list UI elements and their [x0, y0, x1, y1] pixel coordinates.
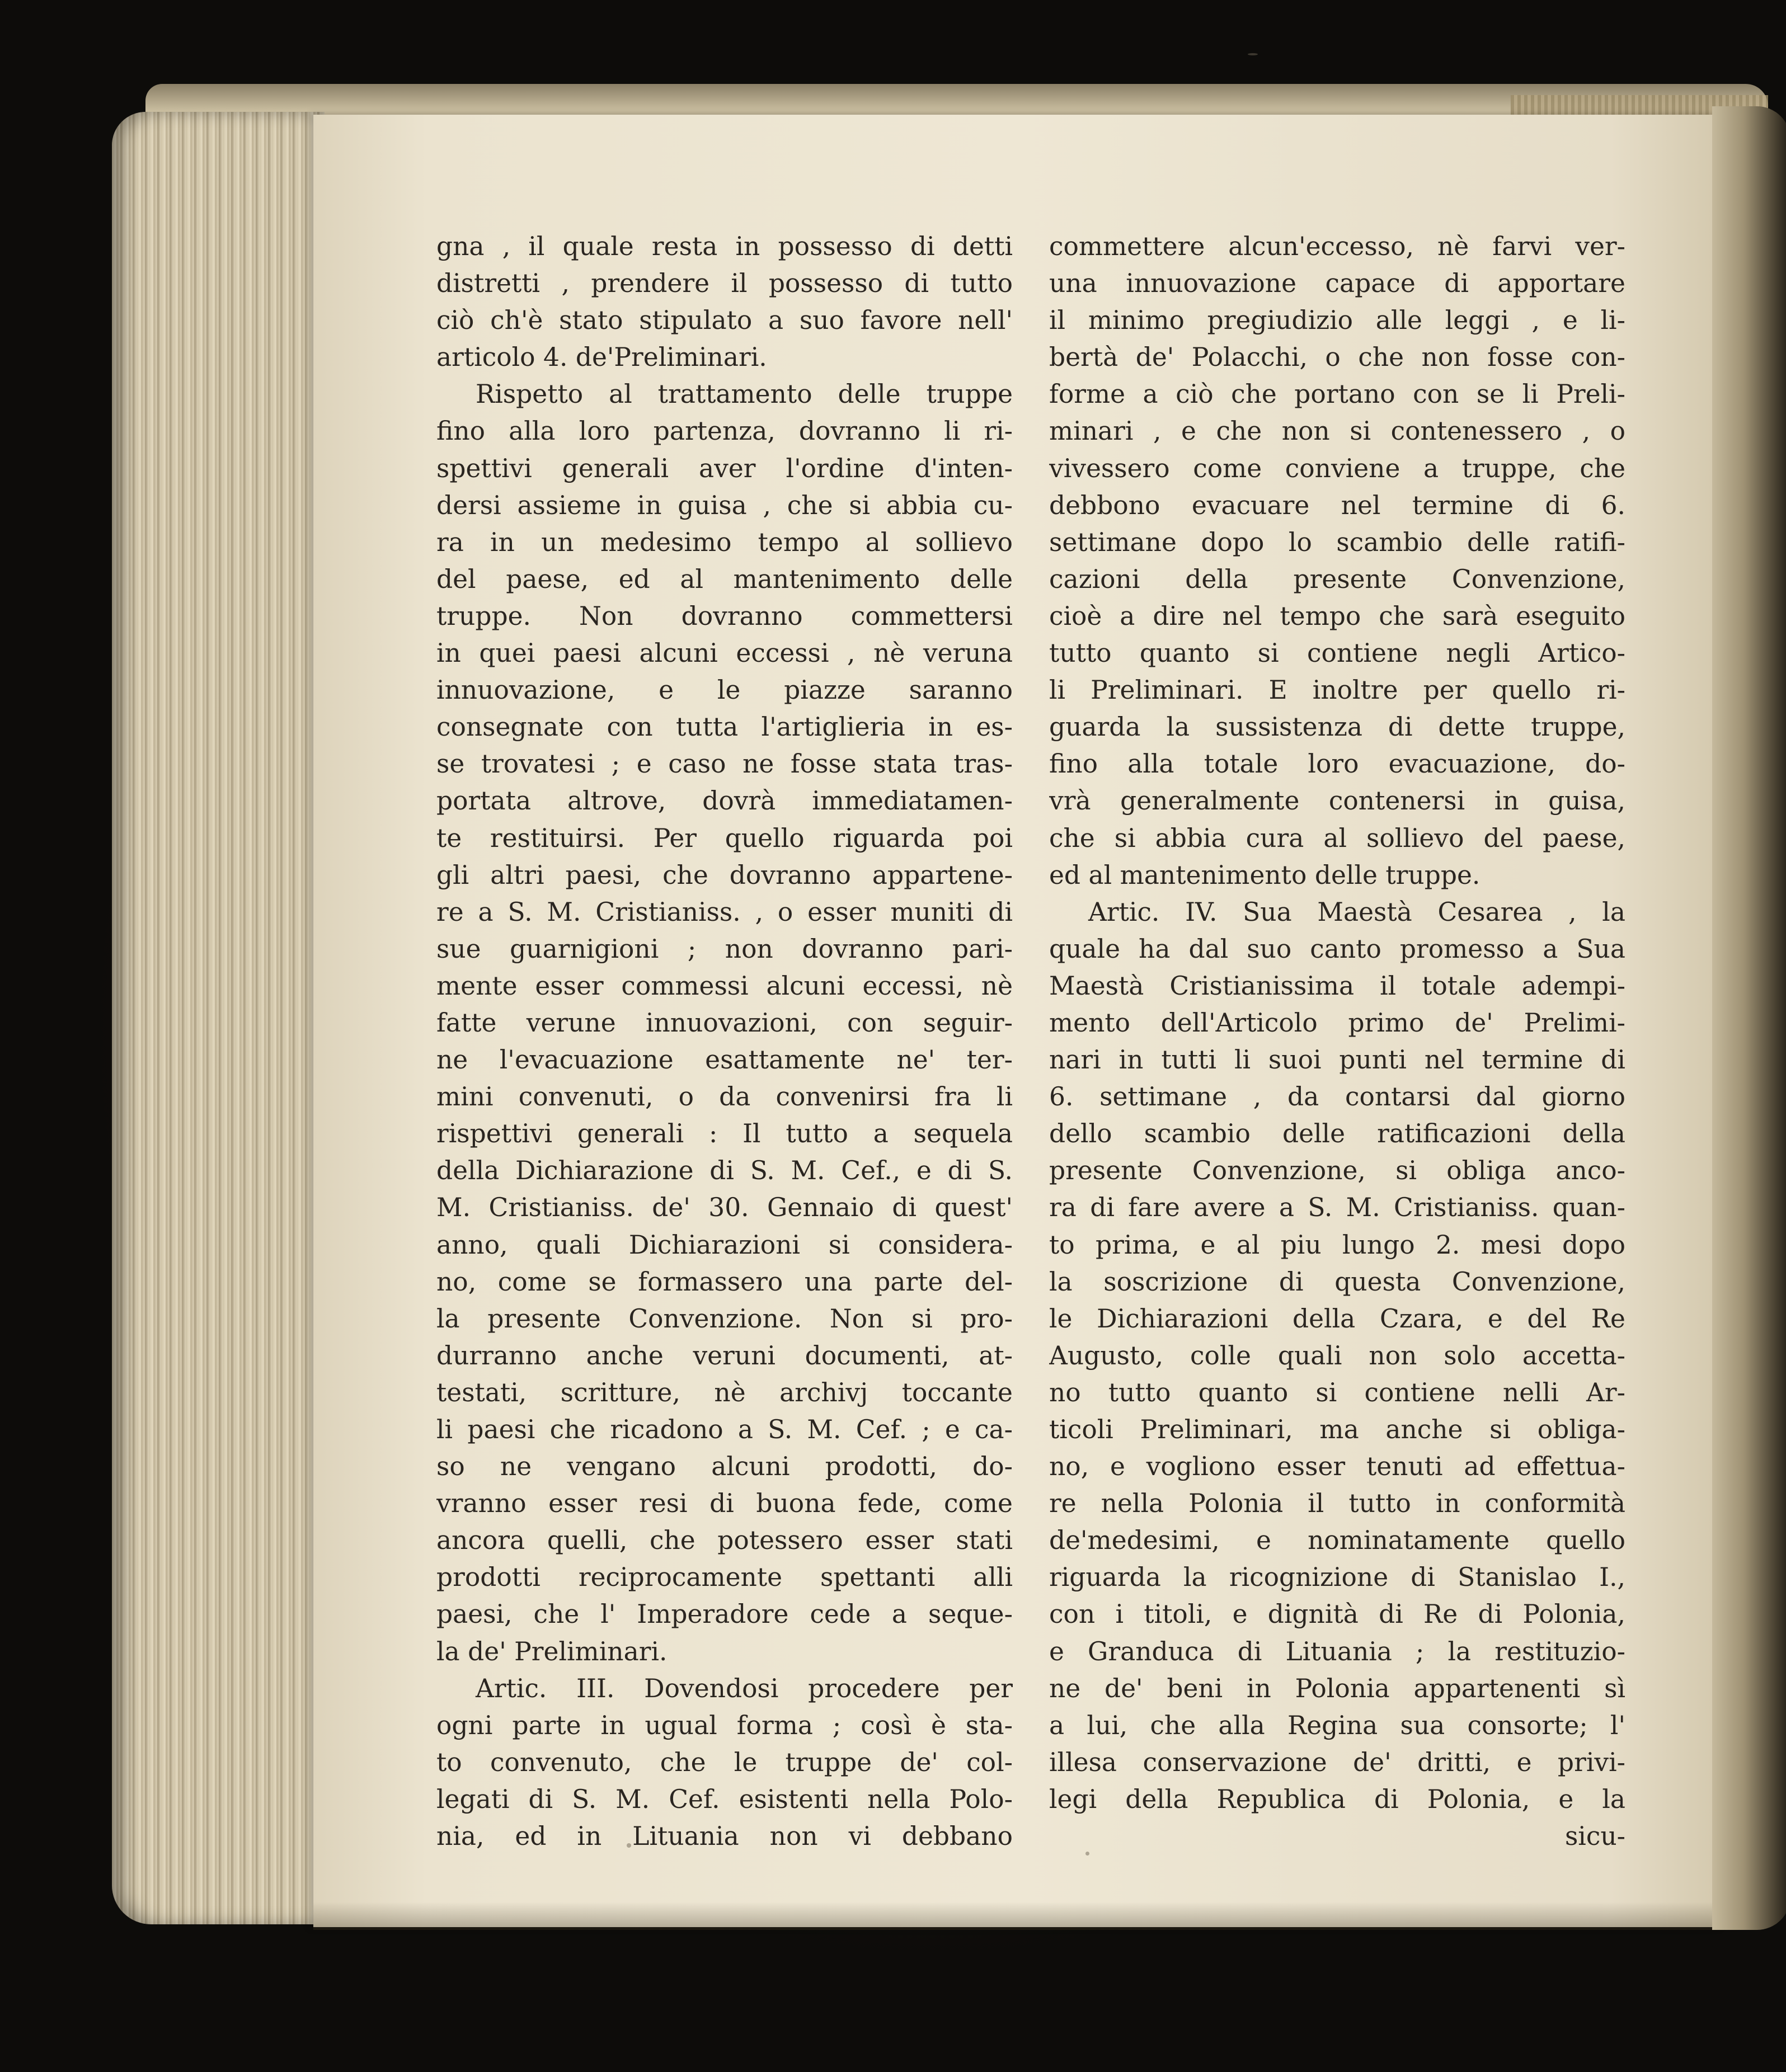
text-line: una innuovazione capace di apportare — [1049, 269, 1625, 299]
fore-edge-pages — [112, 112, 325, 1924]
text-line: cioè a dire nel tempo che sarà eseguito — [1049, 601, 1625, 631]
text-line: ancora quelli, che potessero esser stati — [436, 1525, 1013, 1556]
text-line: rispettivi generali : Il tutto a sequela — [436, 1119, 1013, 1149]
text-line: ciò ch'è stato stipulato a suo favore nell' — [436, 305, 1013, 336]
text-line: li paesi che ricadono a S. M. Cef. ; e ca- — [436, 1415, 1013, 1444]
ink-speck — [1248, 53, 1258, 55]
text-line: Artic. IV. Sua Maestà Cesarea , la — [1088, 897, 1625, 927]
text-line: se trovatesi ; e caso ne fosse stata tras- — [436, 749, 1013, 779]
text-line: portata altrove, dovrà immediatamen- — [436, 786, 1013, 816]
text-line: gna , il quale resta in possesso di detti — [436, 232, 1013, 261]
text-line: settimane dopo lo scambio delle ratifi- — [1049, 527, 1625, 557]
text-line: la presente Convenzione. Non si pro- — [436, 1303, 1013, 1334]
text-line: vranno esser resi di buona fede, come — [436, 1489, 1013, 1519]
text-line: ne de' beni in Polonia appartenenti sì — [1049, 1673, 1625, 1703]
book-gutter — [1712, 106, 1786, 1930]
text-line: testati, scritture, nè archivj toccante — [436, 1377, 1013, 1407]
text-line: truppe. Non dovranno commettersi — [436, 601, 1013, 631]
text-line: 6. settimane , da contarsi dal giorno — [1049, 1082, 1625, 1112]
text-line: in quei paesi alcuni eccessi , nè veruna — [436, 638, 1013, 668]
text-line: de'medesimi, e nominatamente quello — [1049, 1525, 1625, 1556]
text-line: nia, ed in Lituania non vi debbano — [436, 1821, 1013, 1852]
text-line: no tutto quanto si contiene nelli Ar- — [1049, 1377, 1625, 1407]
text-line: la de' Preliminari. — [436, 1636, 668, 1666]
text-line: fatte verune innuovazioni, con seguir- — [436, 1007, 1013, 1038]
text-line: articolo 4. de'Preliminari. — [436, 342, 767, 373]
text-line: minari , e che non si contenessero , o — [1049, 416, 1625, 446]
text-line: forme a ciò che portano con se li Preli- — [1049, 379, 1625, 409]
text-line: bertà de' Polacchi, o che non fosse con- — [1049, 342, 1625, 373]
text-line: to prima, e al piu lungo 2. mesi dopo — [1049, 1230, 1625, 1260]
text-line: le Dichiarazioni della Czara, e del Re — [1049, 1303, 1625, 1334]
text-line: distretti , prendere il possesso di tutto — [436, 269, 1013, 299]
text-line: prodotti reciprocamente spettanti alli — [436, 1562, 1013, 1593]
text-line: guarda la sussistenza di dette truppe, — [1049, 712, 1625, 742]
text-line: Artic. III. Dovendosi procedere per — [476, 1673, 1013, 1703]
text-line: Maestà Cristianissima il totale adempi- — [1049, 971, 1625, 1001]
text-line: commettere alcun'eccesso, nè farvi ver- — [1049, 232, 1625, 261]
text-line: innuovazione, e le piazze saranno — [436, 675, 1013, 705]
text-line: mento dell'Articolo primo de' Prelimi- — [1049, 1007, 1625, 1038]
text-line: legati di S. M. Cef. esistenti nella Polo- — [436, 1784, 1013, 1814]
text-line: Rispetto al trattamento delle truppe — [476, 379, 1013, 409]
text-line: ra di fare avere a S. M. Cristianiss. quan- — [1049, 1193, 1625, 1223]
text-line: vivessero come conviene a truppe, che — [1049, 453, 1625, 483]
text-line: la soscrizione di questa Convenzione, — [1049, 1266, 1625, 1297]
text-line: gli altri paesi, che dovranno appartene- — [436, 860, 1013, 890]
text-line: quale ha dal suo canto promesso a Sua — [1049, 934, 1625, 964]
right-text-column — [1049, 228, 1625, 1862]
text-line: vrà generalmente contenersi in guisa, — [1049, 786, 1625, 816]
text-line: legi della Republica di Polonia, e la — [1049, 1784, 1625, 1814]
text-line: riguarda la ricognizione di Stanislao I., — [1049, 1562, 1625, 1593]
text-line: so ne vengano alcuni prodotti, do- — [436, 1452, 1013, 1482]
text-line: a lui, che alla Regina sua consorte; l' — [1049, 1710, 1625, 1740]
text-line: ogni parte in ugual forma ; così è sta- — [436, 1710, 1013, 1740]
text-line: debbono evacuare nel termine di 6. — [1049, 490, 1625, 520]
text-line: ne l'evacuazione esattamente ne' ter- — [436, 1045, 1013, 1075]
text-line: illesa conservazione de' dritti, e privi- — [1049, 1747, 1625, 1777]
text-line: che si abbia cura al sollievo del paese, — [1049, 823, 1625, 853]
text-line: presente Convenzione, si obliga anco- — [1049, 1156, 1625, 1186]
text-line: durranno anche veruni documenti, at- — [436, 1340, 1013, 1371]
text-line: il minimo pregiudizio alle leggi , e li- — [1049, 305, 1625, 336]
left-text-column — [436, 228, 1013, 1862]
text-line: anno, quali Dichiarazioni si considera- — [436, 1230, 1013, 1260]
text-line: dersi assieme in guisa , che si abbia cu- — [436, 490, 1013, 520]
page-shadow — [313, 1902, 1723, 1930]
text-line: Augusto, colle quali non solo accetta- — [1049, 1340, 1625, 1371]
text-line: fino alla loro partenza, dovranno li ri- — [436, 416, 1013, 446]
text-line: M. Cristianiss. de' 30. Gennaio di quest' — [436, 1193, 1013, 1223]
text-line: no, come se formassero una parte del- — [436, 1266, 1013, 1297]
text-line: fino alla totale loro evacuazione, do- — [1049, 749, 1625, 779]
text-line: mente esser commessi alcuni eccessi, nè — [436, 971, 1013, 1001]
text-line: re nella Polonia il tutto in conformità — [1049, 1489, 1625, 1519]
text-line: te restituirsi. Per quello riguarda poi — [436, 823, 1013, 853]
text-line: della Dichiarazione di S. M. Cef., e di S. — [436, 1156, 1013, 1186]
text-line: ticoli Preliminari, ma anche si obliga- — [1049, 1415, 1625, 1444]
text-line: dello scambio delle ratificazioni della — [1049, 1119, 1625, 1149]
text-line: sue guarnigioni ; non dovranno pari- — [436, 934, 1013, 964]
text-line: ra in un medesimo tempo al sollievo — [436, 527, 1013, 557]
text-line: mini convenuti, o da convenirsi fra li — [436, 1082, 1013, 1112]
text-line: spettivi generali aver l'ordine d'inten- — [436, 453, 1013, 483]
text-line: re a S. M. Cristianiss. , o esser muniti di — [436, 897, 1013, 927]
text-line: del paese, ed al mantenimento delle — [436, 564, 1013, 594]
text-line: li Preliminari. E inoltre per quello ri- — [1049, 675, 1625, 705]
text-line: cazioni della presente Convenzione, — [1049, 564, 1625, 594]
text-line: ed al mantenimento delle truppe. — [1049, 860, 1480, 890]
text-line: paesi, che l' Imperadore cede a seque- — [436, 1599, 1013, 1630]
text-line: consegnate con tutta l'artiglieria in es- — [436, 712, 1013, 742]
text-line: tutto quanto si contiene negli Artico- — [1049, 638, 1625, 668]
text-line: nari in tutti li suoi punti nel termine di — [1049, 1045, 1625, 1075]
text-line: no, e vogliono esser tenuti ad effettua- — [1049, 1452, 1625, 1482]
text-line: con i titoli, e dignità di Re di Polonia, — [1049, 1599, 1625, 1630]
text-line: to convenuto, che le truppe de' col- — [436, 1747, 1013, 1777]
text-line: sicu- — [1564, 1821, 1625, 1852]
text-line: e Granduca di Lituania ; la restituzio- — [1049, 1636, 1625, 1666]
